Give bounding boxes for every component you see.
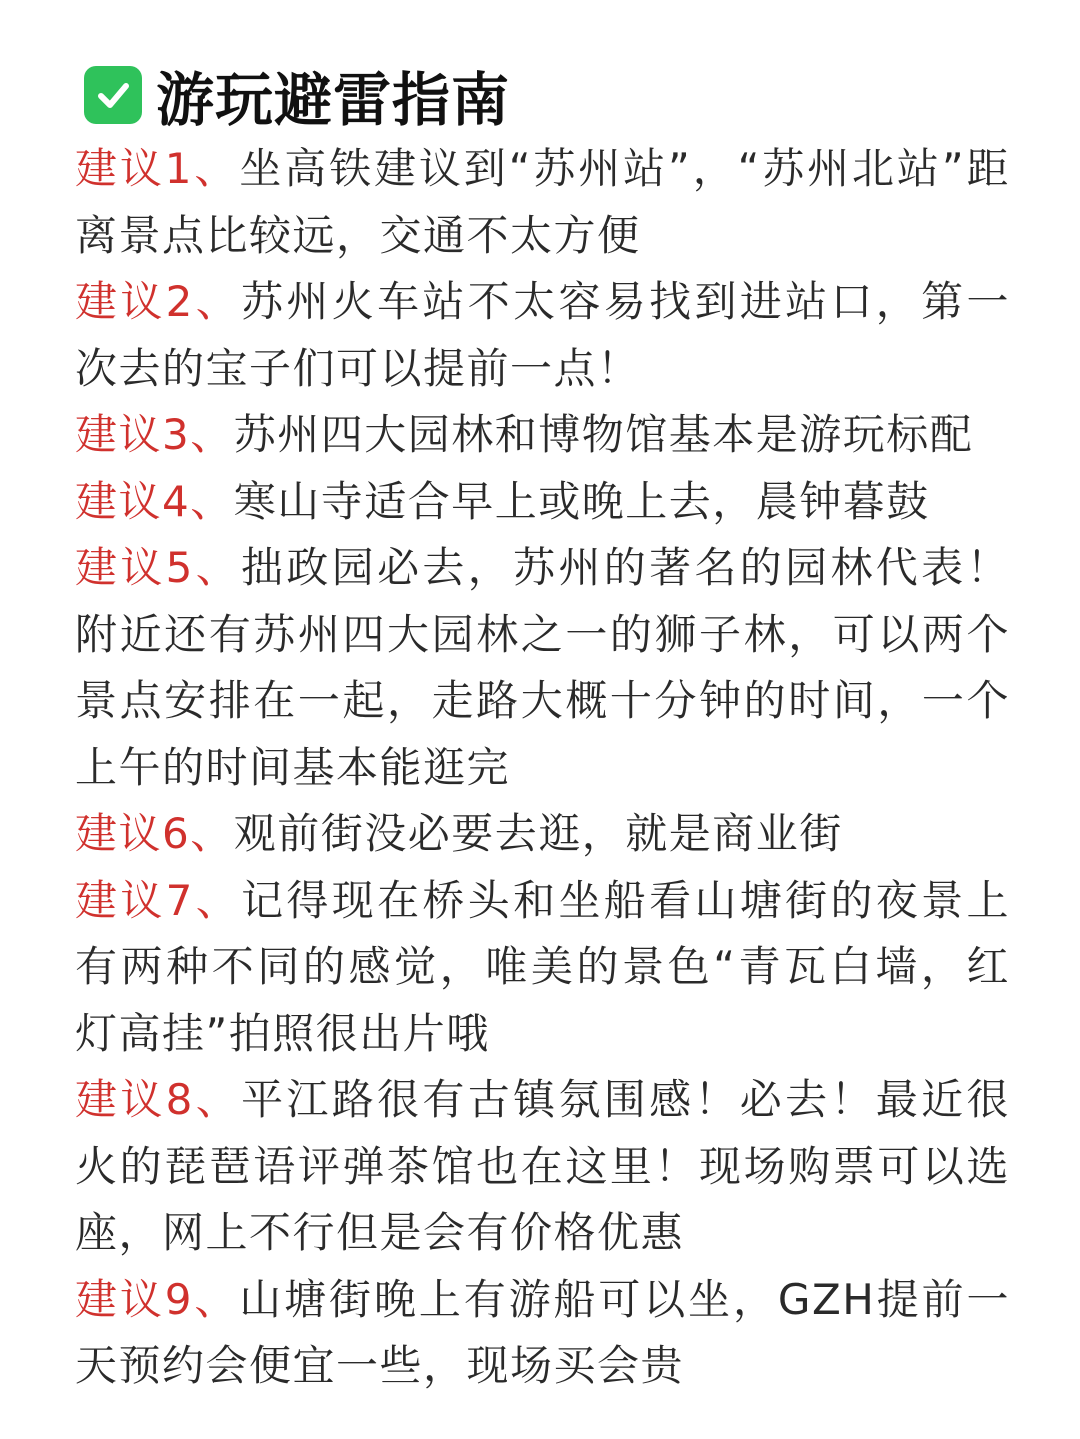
- tip-item: [75, 801, 1010, 868]
- tip-item: [75, 269, 1010, 402]
- tip-label: 建议2、: [75, 277, 242, 326]
- tip-text: 苏州火车站不太容易找到进站口，第一次去的宝子们可以提前一点！: [75, 277, 1010, 393]
- tip-text: 记得现在桥头和坐船看山塘街的夜景上有两种不同的感觉，唯美的景色“青瓦白墙，红灯高挂”拍照很出片哦: [75, 875, 1010, 1058]
- tip-label: 建议1、: [75, 144, 240, 193]
- tip-label: 建议4、: [75, 476, 234, 526]
- tip-text: 寒山寺适合早上或晚上去，晨钟暮鼓: [233, 476, 930, 526]
- tip-text: 坐高铁建议到“苏州站”，“苏州北站”距离景点比较远，交通不太方便: [75, 144, 1010, 260]
- tip-item: [75, 1067, 1010, 1267]
- tips-list: [75, 136, 1010, 1400]
- title-row: [84, 60, 511, 134]
- checkmark-icon: [84, 66, 142, 124]
- tip-item: [75, 402, 1010, 469]
- tip-text: 拙政园必去，苏州的著名的园林代表！附近还有苏州四大园林之一的狮子林，可以两个景点安排在一起，走路大概十分钟的时间，一个上午的时间基本能逛完: [75, 543, 1010, 792]
- tip-label: 建议3、: [75, 410, 234, 459]
- tip-label: 建议8、: [75, 1075, 242, 1124]
- tip-item: [75, 535, 1010, 801]
- tip-label: 建议7、: [75, 875, 242, 925]
- tip-text: 平江路很有古镇氛围感！必去！最近很火的琵琶语评弹茶馆也在这里！现场购票可以选座，网上不行但是会有价格优惠: [75, 1075, 1010, 1257]
- tip-item: [75, 1267, 1010, 1400]
- tip-label: 建议9、: [75, 1274, 240, 1324]
- tip-label: 建议6、: [75, 809, 234, 858]
- tip-item: [75, 136, 1010, 269]
- tip-text: 苏州四大园林和博物馆基本是游玩标配: [233, 410, 974, 459]
- tip-item: [75, 868, 1010, 1068]
- page-title: 游玩避雷指南: [156, 66, 511, 134]
- tip-item: [75, 469, 1010, 536]
- tip-label: 建议5、: [75, 543, 242, 592]
- tip-text: 观前街没必要去逛，就是商业街: [233, 809, 843, 858]
- tip-text: 山塘街晚上有游船可以坐，GZH提前一天预约会便宜一些，现场买会贵: [75, 1274, 1010, 1390]
